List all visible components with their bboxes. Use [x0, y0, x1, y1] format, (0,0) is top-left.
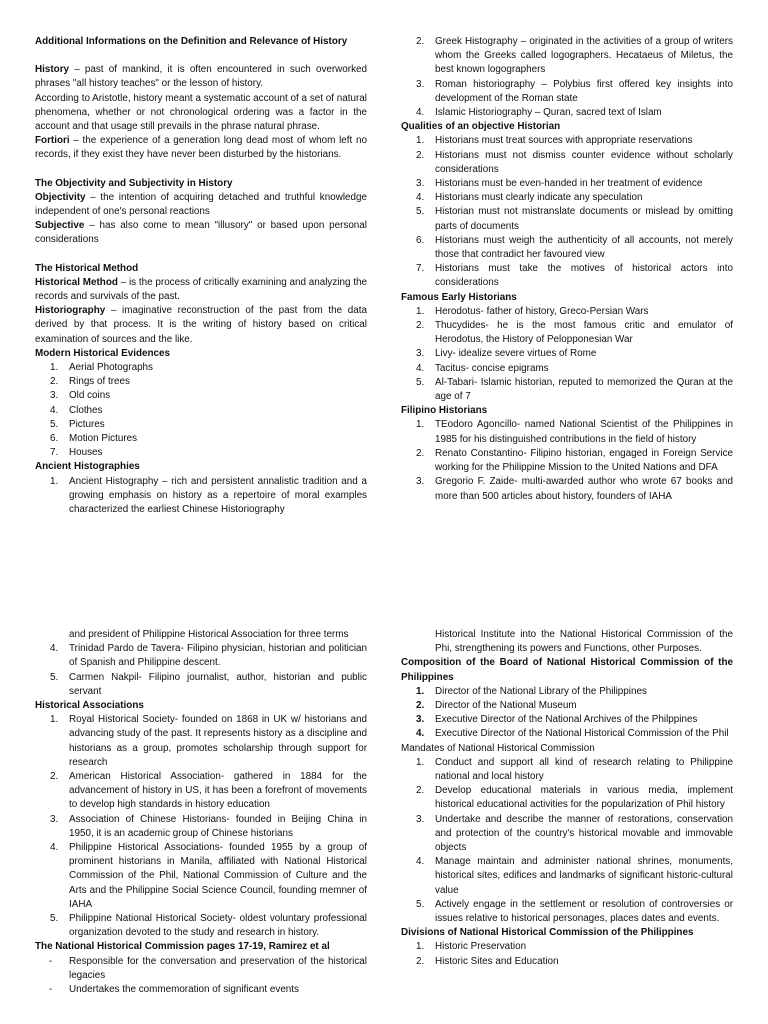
list-item: 4. Islamic Historiography – Quran, sacred text of Islam [416, 107, 662, 119]
method-definition [35, 276, 367, 304]
famous-heading: Famous Early Historians [401, 291, 517, 303]
list-item: 4. Tacitus- concise epigrams [416, 362, 549, 374]
list-item: 1. Aerial Photographs [50, 362, 153, 374]
list-item: 2. Develop educational materials in various media, implement historical educational activities for the popularization of Phil history [416, 785, 733, 811]
historiography-def-text: – imaginative reconstruction of the past from the data derived by that process. It is the writing of history based on critical examination of sources and the like. [35, 305, 367, 345]
historiography-definition [35, 304, 367, 347]
list-item: 1. Director of the National Library of the Philippines [416, 685, 647, 697]
list-item: 4. Executive Director of the National Historical Commission of the Phil [416, 728, 729, 740]
list-item: 1. Herodotus- father of history, Greco-Persian Wars [416, 305, 649, 317]
list-item: 3. Undertake and describe the manner of restorations, conservation and protection of the country's historical movable and immovable objects [416, 813, 733, 854]
filipino-list-continuation: and president of Philippine Historical Association for three terms [69, 629, 349, 640]
objectivity-heading: The Objectivity and Subjectivity in History [35, 177, 233, 189]
list-item: 2. Thucydides- he is the most famous critic and emulator of Herodotus, the History of Pelopponesian War [416, 320, 733, 346]
list-item: 2. Rings of trees [50, 376, 130, 388]
list-item: 3. Executive Director of the National Archives of the Philppines [416, 714, 698, 726]
list-item: 5. Pictures [50, 418, 105, 430]
page-title: Additional Informations on the Definition and Relevance of History [35, 36, 348, 47]
list-item: 6. Motion Pictures [50, 433, 138, 445]
column-3 [35, 628, 367, 997]
list-item: 5. Actively engage in the settlement or resolution of controversies or issues relative to historical personages, places dates and events. [416, 898, 733, 925]
method-heading: The Historical Method [35, 262, 139, 274]
column-1 [35, 35, 367, 517]
evidences-heading: Modern Historical Evidences [35, 347, 171, 359]
aristotle-paragraph: According to Aristotle, history meant a systematic account of a set of natural phenomena, whether or not chronological ordering was a factor in the account and that usage still prevails in the phrase natural phrase. [35, 92, 367, 133]
nhc-list [35, 955, 367, 998]
list-item: 4. Manage maintain and administer national shrines, monuments, historical sites, edifices and landmarks of significant historic-cultural value [416, 856, 733, 896]
list-item: - Undertakes the commemoration of significant events [49, 984, 299, 996]
fortiori-term: Fortiori [35, 135, 70, 147]
list-item: 4. Historians must clearly indicate any speculation [416, 192, 643, 204]
fortiori-def-text: – the experience of a generation long dead most of whom left no records, if they exist they have never been disturbed by the historians. [35, 135, 367, 161]
objectivity-term: Objectivity [35, 191, 86, 203]
list-item: 3. Association of Chinese Historians- founded in Beijing China in 1950, it is an academic group of Chinese historians [50, 813, 367, 839]
fortiori-definition [35, 134, 367, 162]
objectivity-def-text: – the intention of acquiring detached and truthful knowledge independent of one's personal reactions [35, 191, 367, 218]
list-item: - Responsible for the conversation and preservation of the historical legacies [49, 955, 367, 981]
mandates-heading: Mandates of National Historical Commission [401, 742, 595, 754]
list-item: 1. Ancient Histography – rich and persistent annalistic tradition and a growing emphasis on history as a repertoire of moral examples characterized the earliest Chinese Historiography [50, 475, 367, 516]
ancient-list [35, 475, 367, 518]
list-item: 1. Historic Preservation [416, 941, 527, 953]
historiography-term: Historiography [35, 305, 106, 317]
list-item: 7. Historians must take the motives of historical actors into considerations [416, 263, 733, 289]
board-list [401, 685, 733, 742]
list-item: 3. Roman historiography – Polybius first offered key insights into development of the Roman state [416, 78, 733, 104]
nhc-heading: The National Historical Commission pages 17-19, Ramirez et al [35, 941, 330, 953]
list-item: 5. Carmen Nakpil- Filipino journalist, author, historian and public servant [50, 671, 367, 697]
history-term: History [35, 64, 70, 76]
nhc-continuation: Historical Institute into the National Historical Commission of the Phi, strengthening its powers and Functions, other Purposes. [435, 629, 733, 655]
list-item: 3. Livy- idealize severe virtues of Rome [416, 348, 597, 360]
mandates-list [401, 756, 733, 926]
list-item: 2. Historic Sites and Education [416, 955, 559, 967]
list-item: 1. Conduct and support all kind of research relating to Philippine national and local history [416, 756, 733, 783]
filipino-list-more [35, 642, 367, 699]
divisions-heading: Divisions of National Historical Commission of the Philippines [401, 927, 694, 939]
list-item: 4. Philippine Historical Associations- founded 1955 by a group of prominent historians in Manila, affiliated with National Historical Commission of the Phil, National Commission of Culture and the Arts and the Philippine Social Science Council, founding memner of IAHA [50, 842, 367, 910]
qualities-heading: Qualities of an objective Historian [401, 121, 561, 133]
list-item: 1. TEodoro Agoncillo- named National Scientist of the Philippines in 1985 for his distinguished contributions in the field of history [416, 419, 733, 445]
list-item: 1. Historians must treat sources with appropriate reservations [416, 135, 693, 147]
list-item: 2. Greek Histography – originated in the activities of a group of writers whom the Greeks called logographers. Hecataeus of Miletus, the best known logographers [416, 36, 733, 76]
list-item: 2. Renato Constantino- Filipino historian, engaged in Foreign Service working for the Philippine Mission to the United Nations and DFA [416, 447, 733, 474]
qualities-list [401, 134, 733, 290]
filipino-list [401, 418, 733, 503]
list-item: 2. Historians must not dismiss counter evidence without scholarly considerations [416, 149, 733, 175]
evidences-list [35, 361, 367, 460]
method-def-text: – is the process of critically examining and analyzing the records and survivals of the past. [35, 276, 367, 303]
famous-list [401, 305, 733, 404]
subjective-def-text: – has also come to mean "illusory" or based upon personal considerations [35, 220, 367, 246]
list-item: 3. Gregorio F. Zaide- multi-awarded author who wrote 67 books and more than 500 articles about history, founders of IAHA [416, 476, 733, 502]
subjective-term: Subjective [35, 220, 85, 232]
list-item: 5. Philippine National Historical Society- oldest voluntary professional organization devoted to the study and research in history. [50, 913, 367, 939]
objectivity-definition [35, 191, 367, 219]
associations-heading: Historical Associations [35, 700, 144, 712]
history-def-text: – past of mankind, it is often encountered in such overworked phrases "all history teaches" or the lesson of history. [35, 64, 367, 90]
list-item: 6. Historians must weigh the authenticity of all accounts, not merely those that contradict her favoured view [416, 234, 733, 261]
list-item: 5. Al-Tabari- Islamic historian, reputed to memorized the Quran at the age of 7 [416, 376, 733, 403]
list-item: 7. Houses [50, 447, 103, 459]
list-item: 3. Old coins [50, 390, 111, 402]
list-item: 5. Historian must not mistranslate documents or mislead by omitting parts of documents [416, 206, 733, 232]
list-item: 4. Clothes [50, 404, 103, 416]
list-item: 1. Royal Historical Society- founded on 1868 in UK w/ historians and advancing study of the past. It represents history as a discipline and historians as a group, promotes scholarship through support for research [50, 714, 367, 768]
list-item: 4. Trinidad Pardo de Tavera- Filipino physician, historian and politician of Spanish and Philippine descent. [50, 643, 367, 669]
method-term: Historical Method [35, 276, 118, 288]
associations-list [35, 713, 367, 940]
column-4 [401, 628, 733, 969]
list-item: 3. Historians must be even-handed in her treatment of evidence [416, 178, 703, 190]
column-2 [401, 35, 733, 504]
ancient-list-continued [401, 35, 733, 120]
subjective-definition [35, 219, 367, 247]
board-heading: Composition of the Board of National Historical Commission of the Philippines [401, 657, 733, 683]
divisions-list [401, 940, 733, 968]
history-definition [35, 63, 367, 91]
list-item: 2. Director of the National Museum [416, 700, 577, 712]
list-item: 2. American Historical Association- gathered in 1884 for the advancement of history in US, it has been a forefront of movements to develop high standards in history education [50, 771, 367, 811]
ancient-heading: Ancient Histographies [35, 461, 140, 473]
filipino-heading: Filipino Historians [401, 405, 488, 417]
